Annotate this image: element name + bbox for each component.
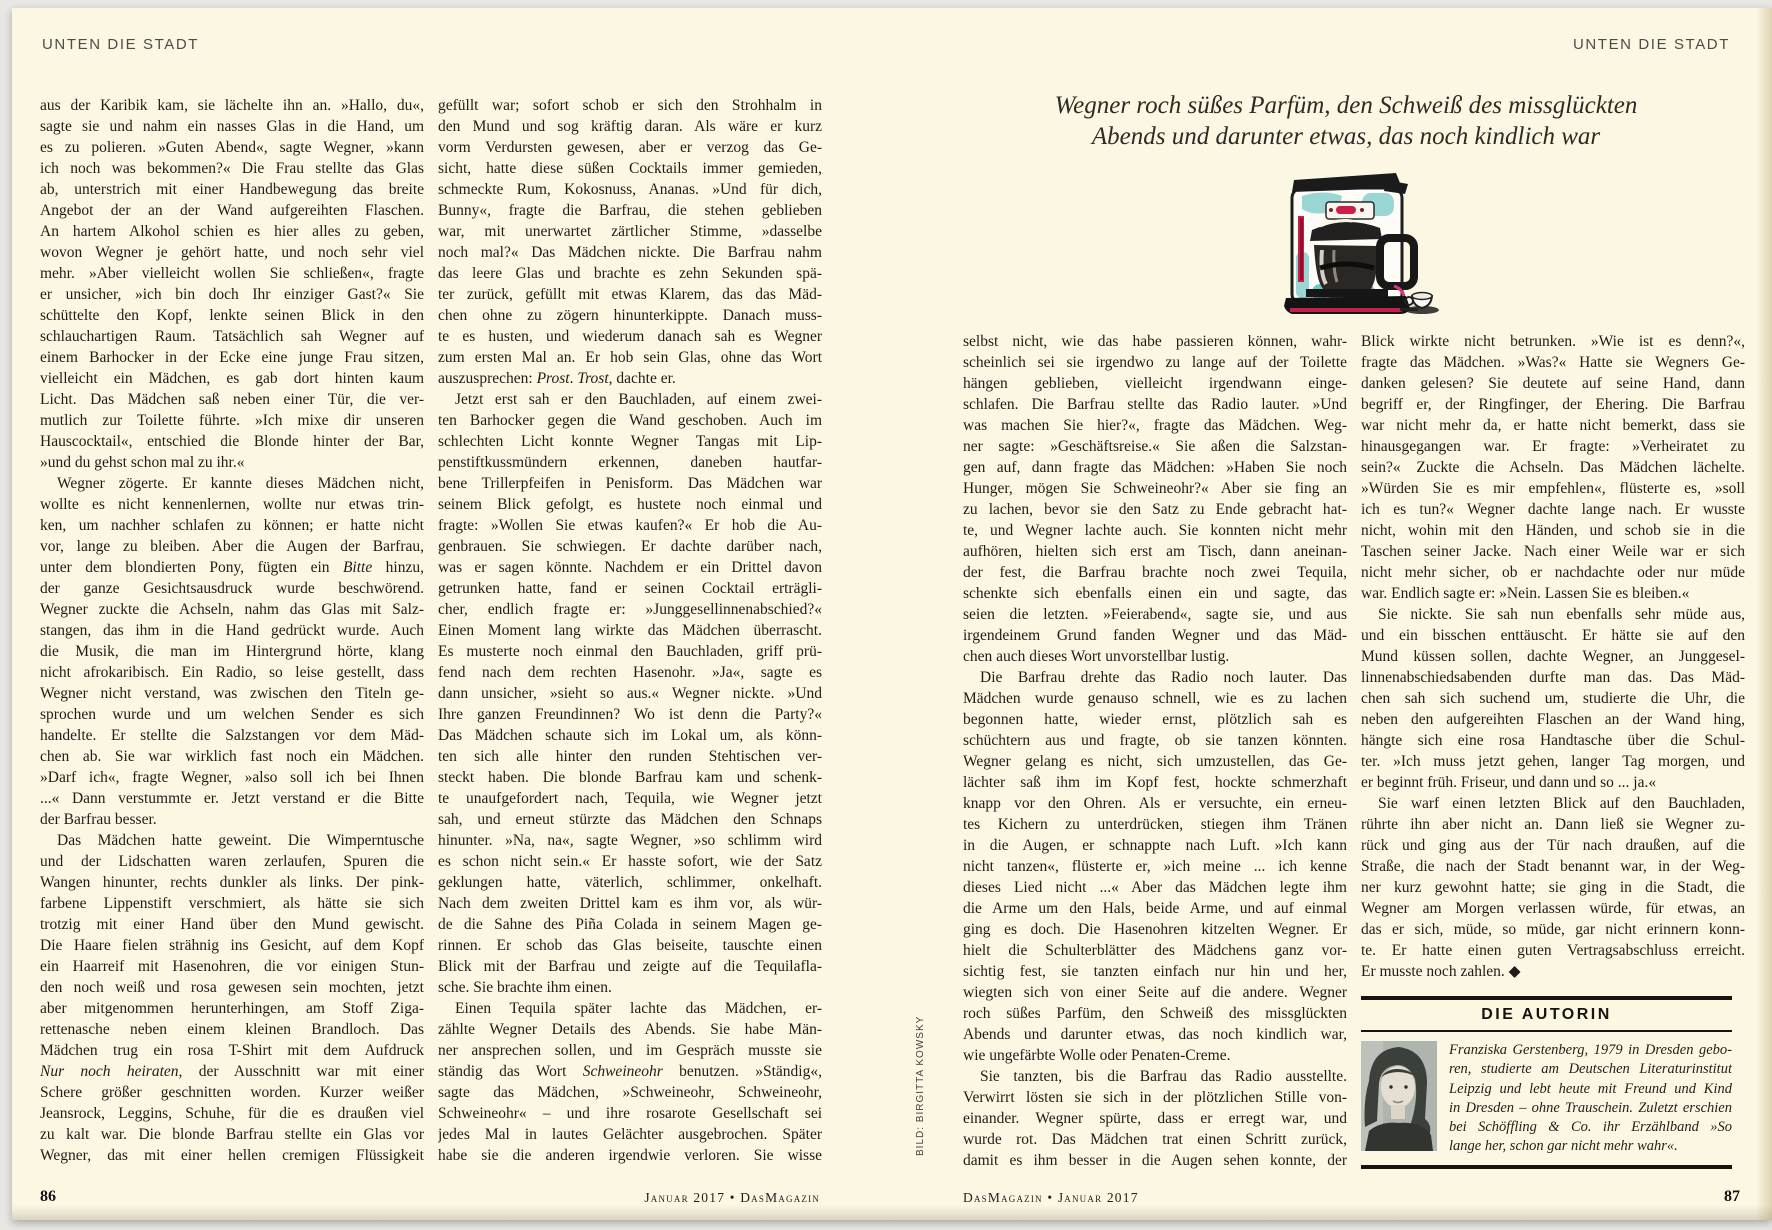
text-line: Wegner am Morgen verlassen würde, für etwas, an [1361, 900, 1745, 917]
text-line: chen ab. Sie war wirklich fast noch ein Mädchen. [40, 748, 424, 765]
text-line: Blick mit der Barfrau und zeigte auf die Tequilafla- [438, 958, 822, 975]
text-line: ter zurück, gefüllt mit etwas Klarem, das das Mäd- [438, 286, 822, 303]
text-line: linnenabschiedsabenden durfte man das. Das Mäd- [1361, 669, 1745, 686]
text-line: schüttelte den Kopf, lenkte seinen Blick in den [40, 307, 424, 324]
text-line: den noch weiß und rosa gewesen sein mochten, jetzt [40, 979, 424, 996]
text-line: Die Barfrau drehte das Radio noch lauter. Das [980, 669, 1347, 686]
text-line: Die Haare fielen strähnig ins Gesicht, auf dem Kopf [40, 937, 424, 954]
text-line: Das Mädchen hatte geweint. Die Wimperntusche [57, 832, 424, 849]
text-line: ten sich alle hinter den runden Stehtischen ver- [438, 748, 822, 765]
text-line: noch mal?« Das Mädchen nickte. Die Barfrau nahm [438, 244, 822, 261]
text-line: chen ohne zu zögern hinunterkippte. Danach muss- [438, 307, 822, 324]
text-line: jedes Mal in lautes Gelächter ausgebrochen. Später [438, 1126, 822, 1143]
text-line: seien die letzten. »Feierabend«, sagte sie, und aus [963, 606, 1347, 623]
text-line: irgendeinem Grund fanden Wegner und das Mäd- [963, 627, 1347, 644]
left-page-column-2 [438, 95, 822, 1166]
espresso-cup-icon [1400, 293, 1439, 315]
text-line: Hauscocktail«, entschied die Blonde hinter der Bar, [40, 433, 424, 450]
text-line: neben den aufgereihten Flaschen an der Wand hing, [1361, 711, 1745, 728]
text-line: was er sagen könnte. Nachdem er ein Drittel davon [438, 559, 822, 576]
text-line: es zu polieren. »Guten Abend«, sagte Wegner, »kann [40, 139, 424, 156]
text-line: Sie nickte. Sie sah nun ebenfalls sehr müde aus, [1378, 606, 1745, 623]
text-line: wie ungefärbte Wolle oder Penaten-Creme. [963, 1047, 1231, 1064]
text-line: te. Er hatte einen guten Vertragsabschluss erreicht. [1361, 942, 1745, 959]
text-line: was machen Sie hier?«, fragte das Mädchen. Weg- [963, 417, 1347, 434]
text-line: Wegner, das mit einer hellen cremigen Flüssigkeit [40, 1147, 424, 1164]
page-edge-shadow [1756, 8, 1772, 1220]
text-line: einem Barhocker in der Ecke eine junge Frau sitzen, [40, 349, 424, 366]
text-line: Jeansrock, Leggins, Schuhe, für die es draußen viel [40, 1105, 424, 1122]
page-number-right: 87 [1724, 1188, 1740, 1205]
author-box-bottom-rule [1361, 1165, 1732, 1169]
text-line: sagte sie und nahm ein nasses Glas in die Hand, um [40, 118, 424, 135]
text-line: Franziska Gerstenberg, 1979 in Dresden gebo- [1449, 1042, 1732, 1058]
text-line: te, und Wegner lachte auch. Sie konnten nicht mehr [963, 522, 1347, 539]
text-line: Licht. Das Mädchen saß neben einer Tür, die ver- [40, 391, 424, 408]
text-line: penstiftkussmündern erkennen, daneben hautfar- [438, 454, 822, 471]
text-line: und ein bisschen enttäuscht. Er hätte sie auf den [1361, 627, 1745, 644]
text-line: mehr. »Aber vielleicht wollen Sie schließen«, fragte [40, 265, 424, 282]
text-line: sagte das Mädchen, »Schweineohr, Schweineohr, [438, 1084, 822, 1101]
text-line: Schere größer geschnitten worden. Kurzer weißer [40, 1084, 424, 1101]
text-line: aus der Karibik kam, sie lächelte ihn an. »Hallo, du«, [40, 97, 424, 114]
text-line: begriff er, der Ringfinger, der Ehering. Die Barfrau [1361, 396, 1745, 413]
text-line: tes Kichern zu unterdrücken, stiegen ihm Tränen [963, 816, 1347, 833]
text-line: wovon Wegner je gehört hatte, und noch sehr viel [40, 244, 424, 261]
text-line: ein Haarreif mit Hasenohren, die vor einigen Stun- [40, 958, 424, 975]
text-line: Schweineohr« – und ihre rosarote Gesellschaft sei [438, 1105, 822, 1122]
text-line: aufhören, hielten sich erst am Tisch, dann aneinan- [963, 543, 1347, 560]
text-line: getrunken hatte, fand er seinen Cocktail erträgli- [438, 580, 822, 597]
text-line: vielleicht ein Mädchen, es gab dort hinten kaum [40, 370, 424, 387]
text-line: der ganze Gesichtsausdruck wurde beschwörend. [40, 580, 424, 597]
text-line: te es husten, und wiederum danach sah es Wegner [438, 328, 822, 345]
text-line: seinem Blick gefolgt, es hustete noch einmal und [438, 496, 822, 513]
page-bottom-shadow [12, 1205, 1772, 1220]
text-line: ner ansprechen sollen, und im Gespräch musste sie [438, 1042, 822, 1059]
text-line: schmeckte Rum, Kokosnuss, Ananas. »Und für dich, [438, 181, 822, 198]
text-line: der fest, die Barfrau brachte noch zwei Tequila, [963, 564, 1347, 581]
text-line: hielt die Schulterblätter des Mädchens ganz vor- [963, 942, 1347, 959]
text-line: die Musik, die man im Hintergrund hörte, klang [40, 643, 424, 660]
text-line: bene Trillerpfeifen in Penisform. Das Mädchen war [438, 475, 822, 492]
text-line: damit es ihm besser in die Augen sehen konnte, der [963, 1152, 1347, 1169]
text-line: Verwirrt lösten sie sich in der plötzlichen Stille von- [963, 1089, 1347, 1106]
right-page-column-1 [963, 331, 1347, 1171]
text-line: nicht, wohin mit den Händen, und schob sie in die [1361, 522, 1745, 539]
text-line: gen auf, dann fragte das Mädchen: »Haben Sie noch [963, 459, 1347, 476]
text-line: Einen Tequila später lachte das Mädchen, er- [455, 1000, 822, 1017]
text-line: roch süßes Parfüm, den Schweiß des missglückten [963, 1005, 1347, 1022]
text-line: ner kurz gewohnt hatte; sie ging in die Stadt, die [1361, 879, 1745, 896]
text-line: »Würden Sie es mir empfehlen«, flüsterte es, »soll [1361, 480, 1745, 497]
text-line: fragte: »Wollen Sie etwas kaufen?« Er hob die Au- [438, 517, 822, 534]
text-line: Straße, die nach der Stadt benannt war, in der Weg- [1361, 858, 1745, 875]
text-line: »und du gehst schon mal zu ihr.« [40, 454, 245, 471]
text-line: Angebot der an der Wand aufgereihten Flaschen. [40, 202, 424, 219]
text-line: ken, um nachher schlafen zu können; er hatte nicht [40, 517, 424, 534]
text-line: in die Augen, er schnappte nach Luft. »Ich kann [963, 837, 1347, 854]
author-box [1361, 996, 1732, 1169]
text-line: sicht, hatte diese süßen Cocktails immer gemieden, [438, 160, 822, 177]
text-line: sein?« Zuckte die Achseln. Das Mädchen lächelte. [1361, 459, 1745, 476]
text-line: wollte es nicht kennenlernen, wollte nur etwas trin- [40, 496, 424, 513]
text-line: lange her, schon gar nicht mehr wahr«. [1449, 1138, 1678, 1155]
text-line: selbst nicht, wie das habe passieren können, wahr- [963, 333, 1347, 350]
text-line: war nicht mehr da, er hatte nicht bemerkt, dass sie [1361, 417, 1745, 434]
text-line: ten Barhocker gegen die Wand geschoben. Auch im [438, 412, 822, 429]
text-line: war, mit unerwartet zärtlicher Stimme, »dasselbe [438, 223, 822, 240]
text-line: lächter saß ihm im Kopf fest, hockte schmerzhaft [963, 774, 1347, 791]
text-line: hängte sich eine rosa Handtasche über die Schul- [1361, 732, 1745, 749]
text-line: hinausgegangen war. Er fragte: »Verheiratet zu [1361, 438, 1745, 455]
text-line: scheinlich sei sie irgendwo zu lange auf der Toilette [963, 354, 1347, 371]
section-kicker-right: UNTEN DIE STADT [1572, 36, 1730, 53]
text-line: fragte das Mädchen. »Was?« Hatte sie Wegners Ge- [1361, 354, 1745, 371]
text-line: Er musste noch zahlen. ◆ [1361, 963, 1521, 980]
text-line: nicht mehr sicher, ob er nachdachte oder nur müde [1361, 564, 1745, 581]
text-line: mutlich zur Toilette führte. »Ich mixe dir unseren [40, 412, 424, 429]
text-line: schlauchartigen Raum. Tatsächlich sah Wegner auf [40, 328, 424, 345]
text-line: Jetzt erst sah er den Bauchladen, auf einem zwei- [455, 391, 822, 408]
text-line: Mädchen wurde genauso schnell, wie es zu lachen [963, 690, 1347, 707]
text-line: chen auch dieses Wort unvorstellbar lustig. [963, 648, 1230, 665]
text-line: knapp vor den Ohren. Als er versuchte, ein erneu- [963, 795, 1347, 812]
left-page-column-1 [40, 95, 424, 1166]
text-line: trotzig mit einer Hand über den Mund gewischt. [40, 916, 424, 933]
text-line: Wegner zögerte. Er kannte dieses Mädchen nicht, [57, 475, 424, 492]
text-line: Sie tanzten, bis die Barfrau das Radio ausstellte. [980, 1068, 1347, 1085]
text-line: Ihre ganzen Freundinnen? Wo ist denn die Party?« [438, 706, 822, 723]
text-line: genbrauen. Sie schwiegen. Er dachte darüber nach, [438, 538, 822, 555]
text-line: ren, studierte am Deutschen Literaturinstitut [1449, 1061, 1732, 1078]
text-line: danken gelesen? Sie deutete auf seine Hand, dann [1361, 375, 1745, 392]
text-line: zählte Wegner Details des Abends. Sie habe Män- [438, 1021, 822, 1038]
author-portrait-photo [1361, 1041, 1437, 1151]
text-line: zum ersten Mal an. Er hob sein Glas, ohne das Wort [438, 349, 822, 366]
author-bio [1449, 1041, 1732, 1157]
text-line: vorm Verdursten gewesen, aber er verzog das Ge- [438, 139, 822, 156]
text-line: zu lachen, bevor sie den Satz zu Ende gebracht hat- [963, 501, 1347, 518]
text-line: ner sagte: »Geschäftsreise.« Sie aßen die Salzstan- [963, 438, 1347, 455]
text-line: te unaufgefordert nach, Tequila, wie Wegner jetzt [438, 790, 822, 807]
text-line: Leipzig und lebt heute mit Freund und Kind [1449, 1080, 1732, 1097]
text-line: auszusprechen: Prost. Trost, dachte er. [438, 370, 676, 387]
section-kicker-left: UNTEN DIE STADT [42, 36, 200, 53]
text-line: Wangen hinunter, rechts dunkler als links. Der pink- [40, 874, 424, 891]
text-line: sche. Sie brachte ihm einen. [438, 979, 612, 996]
text-line: schüchtern aus und fragte, ob sie tanzen könnten. [963, 732, 1347, 749]
text-line: Nach dem zweiten Drittel kam es ihm vor, als wür- [438, 895, 822, 912]
text-line: ständig das Wort Schweineohr benutzen. »Ständig«, [438, 1063, 822, 1080]
text-line: es schon nicht sein.« Er hasste sofort, wie der Satz [438, 853, 822, 870]
text-line: begonnen hatte, wieder ernst, plötzlich sah es [963, 711, 1347, 728]
text-line: An hartem Alkohol schien es hier alles zu geben, [40, 223, 424, 240]
text-line: das er sich, müde, so müde, gar nicht erinnern konn- [1361, 921, 1745, 938]
text-line: chen sah sich suchend um, studierte die Uhr, die [1361, 690, 1745, 707]
text-line: Mädchen trug ein rosa T-Shirt mit dem Aufdruck [40, 1042, 424, 1059]
text-line: dieses Lied nicht ...« Aber das Mädchen legte ihm [963, 879, 1347, 896]
author-box-title: DIE AUTORIN [1481, 1006, 1612, 1023]
text-line: dann unsicher, »sieht so aus.« Wegner nickte. »Und [438, 685, 822, 702]
text-line: schenkte sich ebenfalls einen ein und sagte, das [963, 585, 1347, 602]
text-line: Wegner gelang es nicht, sich umzustellen, das Ge- [963, 753, 1347, 770]
footer-left: Januar 2017 • DasMagazin [644, 1190, 820, 1205]
text-line: zu kalt war. Die blonde Barfrau stellte ein Glas vor [40, 1126, 424, 1143]
text-line: habe sie die anderen irgendwie verloren. Sie wisse [438, 1147, 822, 1164]
coffee-machine-illustration [1276, 158, 1444, 316]
text-line: steckt haben. Die blonde Barfrau kam und schenk- [438, 769, 822, 786]
text-line: ...« Dann verstummte er. Jetzt verstand er die Bitte [40, 790, 424, 807]
text-line: schlafen. Die Barfrau stellte das Radio lauter. »Und [963, 396, 1347, 413]
text-line: wurde rot. Das Mädchen trat einen Schritt zurück, [963, 1131, 1347, 1148]
text-line: stangen, das ihm in die Hand gedrückt wurde. Auch [40, 622, 424, 639]
text-line: Bunny«, fragte die Barfrau, die stehen geblieben [438, 202, 822, 219]
text-line: nicht tanzen«, flüsterte er, »ich meine ... ich kenne [963, 858, 1347, 875]
text-line: sichtig fest, sie tanzten einfach nur hin und her, [963, 963, 1347, 980]
pull-quote [960, 90, 1732, 152]
text-line: geklungen hatte, väterlich, schlimmer, onkelhaft. [438, 874, 822, 891]
text-line: Nur noch heiraten, der Ausschnitt war mit einer [40, 1063, 424, 1080]
footer-right: DasMagazin • Januar 2017 [963, 1190, 1139, 1205]
text-line: ging es doch. Die Hasenohren kitzelten Wegner. Er [963, 921, 1347, 938]
text-line: rührte ihn aber nicht an. Dann ließ sie Wegner zu- [1361, 816, 1745, 833]
text-line: hinunter. »Na, na«, sagte Wegner, »so schlimm wird [438, 832, 822, 849]
text-line: farbene Lippenstift verschmiert, als hätte sie sich [40, 895, 424, 912]
text-line: sah, und erneut stürzte das Mädchen den Schnaps [438, 811, 822, 828]
text-line: der Barfrau besser. [40, 811, 157, 828]
text-line: den Mund und sog kräftig daran. Als wäre er kurz [438, 118, 822, 135]
text-line: rinnen. Er schob das Glas beiseite, tauschte einen [438, 937, 822, 954]
text-line: Wegner nicht verstand, was zwischen den Titeln ge- [40, 685, 424, 702]
text-line: und der Lidschatten waren zerlaufen, Spuren die [40, 853, 424, 870]
text-line: rettenasche neben einem kleinen Brandloch. Das [40, 1021, 424, 1038]
text-line: in Dresden – ohne Trauschein. Zuletzt erschien [1449, 1099, 1732, 1116]
text-line: Blick wirkte nicht betrunken. »Wie ist es denn?«, [1361, 333, 1745, 350]
text-line: war. Endlich sagte er: »Nein. Lassen Sie es bleiben.« [1361, 585, 1690, 602]
text-line: handelte. Er stellte die Salzstangen vor dem Mäd- [40, 727, 424, 744]
text-line: fend nach dem rechten Hasenohr. »Ja«, sagte es [438, 664, 822, 681]
text-line: cher, endlich fragte er: »Junggesellinnenabschied?« [438, 601, 822, 618]
text-line: de die Sahne des Piña Colada in seinem Magen ge- [438, 916, 822, 933]
text-line: schlechten Licht konnte Wegner Tangas mit Lip- [438, 433, 822, 450]
page-number-left: 86 [40, 1188, 56, 1205]
photo-credit: BILD: BIRGITTA KOWSKY [915, 1015, 926, 1156]
text-line: Sie warf einen letzten Blick auf den Bauchladen, [1378, 795, 1745, 812]
text-line: Einen Moment lang wirkte das Mädchen überrascht. [438, 622, 822, 639]
text-line: sprochen wurde und um welchen Sender es sich [40, 706, 424, 723]
text-line: Taschen seiner Jacke. Nach einer Weile war er sich [1361, 543, 1745, 560]
text-line: unter dem blondierten Pony, fügten ein Bitte hinzu, [40, 559, 424, 576]
text-line: ter. »Ich muss jetzt gehen, langer Tag morgen, und [1361, 753, 1745, 770]
text-line: »Darf ich«, fragte Wegner, »also soll ich bei Ihnen [40, 769, 424, 786]
text-line: Hunger, mögen Sie Schweineohr?« Aber sie fing an [963, 480, 1347, 497]
text-line: Abends und darunter etwas, das noch kindlich war, [963, 1026, 1347, 1043]
pull-quote-line-2: Abends und darunter etwas, das noch kindlich war [1091, 123, 1601, 150]
coffee-machine-icon [1276, 158, 1444, 316]
text-line: Das Mädchen schaute sich im Lokal um, als könn- [438, 727, 822, 744]
text-line: wiegten sich von einer Seite auf die andere. Wegner [963, 984, 1347, 1001]
right-page-column-2 [1361, 331, 1745, 982]
text-line: Mund küssen sollen, dachte Wegner, an Junggesel- [1361, 648, 1745, 665]
text-line: aber mitgenommen herunterhingen, am Stoff Ziga- [40, 1000, 424, 1017]
author-portrait [1361, 1041, 1437, 1157]
text-line: hängen geblieben, vielleicht irgendwann einge- [963, 375, 1347, 392]
pull-quote-line-1: Wegner roch süßes Parfüm, den Schweiß des missglückten [1054, 92, 1638, 119]
text-line: Wegner zuckte die Achseln, nahm das Glas mit Salz- [40, 601, 424, 618]
text-line: einander. Wegner spürte, dass er erregt war, und [963, 1110, 1347, 1127]
text-line: vor, lange zu bleiben. Aber die Augen der Barfrau, [40, 538, 424, 555]
text-line: ab, unterstrich mit einer Handbewegung das breite [40, 181, 424, 198]
text-line: die Arme um den Hals, beide Arme, und auf einmal [963, 900, 1347, 917]
text-line: er unsicher, »ich bin doch Ihr einziger Gast?« Sie [40, 286, 424, 303]
text-line: gefüllt war; sofort schob er sich den Strohhalm in [438, 97, 822, 114]
text-line: ich es tun?« Wegner dachte lange nach. Er wusste [1361, 501, 1745, 518]
text-line: ich noch was bekommen?« Die Frau stellte das Glas [40, 160, 424, 177]
text-line: das leere Glas und brachte es zehn Sekunden spä- [438, 265, 822, 282]
text-line: Es musterte noch einmal den Bauchladen, griff prü- [438, 643, 822, 660]
text-line: er beginnt früh. Friseur, und dann und so ... ja.« [1361, 774, 1657, 791]
text-line: rück und ging aus der Tür nach draußen, auf die [1361, 837, 1745, 854]
text-line: nicht afrokaribisch. Ein Radio, so leise gestellt, dass [40, 664, 424, 681]
text-line: bei Schöffling & Co. ihr Erzählband »So [1449, 1119, 1732, 1136]
